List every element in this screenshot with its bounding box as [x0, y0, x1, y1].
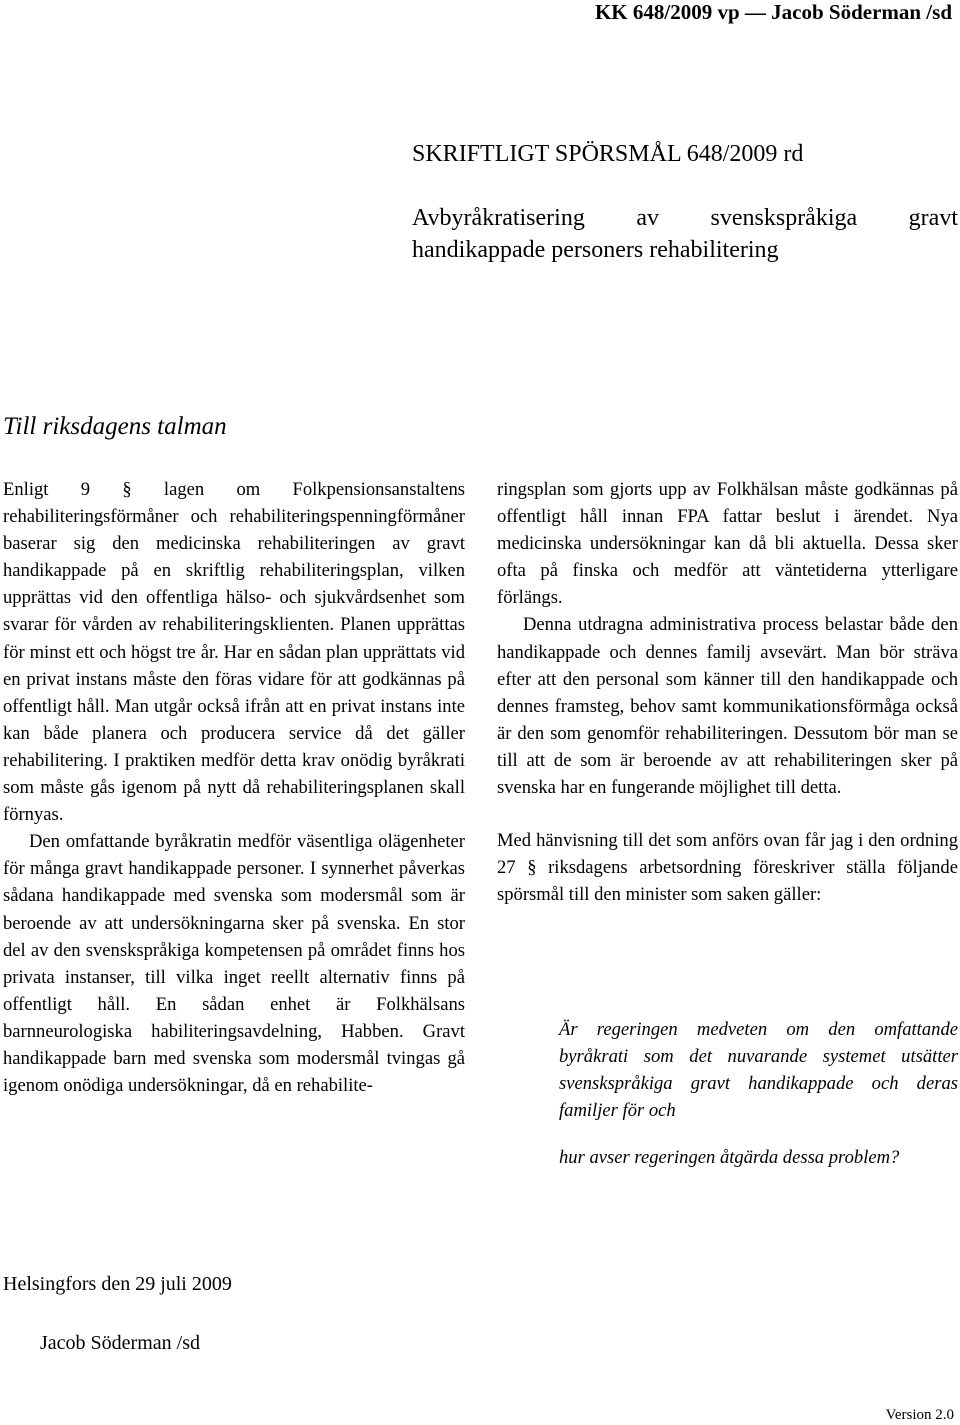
document-title: SKRIFTLIGT SPÖRSMÅL 648/2009 rd — [412, 141, 804, 167]
place-and-date: Helsingfors den 29 juli 2009 — [3, 1273, 232, 1295]
salutation: Till riksdagens talman — [3, 413, 227, 440]
body-column-left — [3, 476, 465, 1099]
subject-line-2: handikappade personers rehabilitering — [412, 237, 779, 263]
body-paragraph: Med hänvisning till det som anförs ovan får jag i den ordning 27 § riksdagens arbetsordning föreskriver ställa följande spörsmål till den minister som saken gäller: — [497, 830, 958, 906]
body-paragraph: Enligt 9 § lagen om Folkpensionsanstaltens rehabiliteringsförmåner och rehabiliteringspenningförmåner baserar sig den medicinska rehabiliteringen av gravt handikappade på en skriftlig rehabiliteringsplan, vilken upprättas vid den offentliga hälso- och sjukvårdsenhet som svarar för vården av rehabiliteringsklienten. Planen upprättas för minst ett och högst tre år. Har en sådan plan upprättats vid en privat instans måste den föras vidare för att godkännas på offentligt håll. Man utgår också ifrån att en privat instans inte kan både planera och producera service då det gäller rehabilitering. I praktiken medför detta krav onödig byråkrati som måste gås igenom på nytt då rehabiliteringsplanen skall förnyas. — [3, 479, 465, 826]
document-subject — [412, 202, 958, 266]
body-column-right — [497, 476, 958, 908]
question-1: Är regeringen medveten om den omfattande byråkrati som det nuvarande systemet utsätter svenskspråkiga gravt handikappade och deras familjer för och — [559, 1019, 958, 1122]
body-paragraph: Den omfattande byråkratin medför väsentliga olägenheter för många gravt handikappade personer. I synnerhet påverkas sådana handikappade med svenska som modersmål som är beroende av att undersökningarna sker på svenska. En stor del av den svenskspråkiga kompetensen på området finns hos privata instanser, till vilka inget reellt alternativ finns på offentligt håll. En sådan enhet är Folkhälsans barnneurologiska habiliteringsavdelning, Habben. Gravt handikappade barn med svenska som modersmål tvingas gå igenom onödiga undersökningar, då en rehabilite- — [3, 831, 465, 1097]
version-label: Version 2.0 — [885, 1407, 954, 1423]
question-2: hur avser regeringen åtgärda dessa problem? — [559, 1147, 900, 1168]
body-paragraph: Denna utdragna administrativa process belastar både den handikappade och dennes familj avsevärt. Man bör sträva efter att den personal som känner till den handikappade och dennes framsteg, behov samt kommunikationsförmåga också är den som genomför rehabiliteringen. Dessutom bör man se till att de som är beroende av att rehabiliteringen sker på svenska har en fungerande möjlighet till detta. — [497, 614, 958, 799]
document-reference-header: KK 648/2009 vp — Jacob Söderman /sd — [594, 0, 952, 24]
body-paragraph: ringsplan som gjorts upp av Folkhälsan måste godkännas på offentligt håll innan FPA fattar beslut i ärendet. Nya medicinska undersökningar kan då bli aktuella. Dessa sker ofta på finska och medför att väntetiderna ytterligare förlängs. — [497, 479, 958, 609]
signature: Jacob Söderman /sd — [40, 1332, 200, 1354]
subject-line-1: Avbyråkratisering av svenskspråkiga gravt — [412, 205, 958, 231]
